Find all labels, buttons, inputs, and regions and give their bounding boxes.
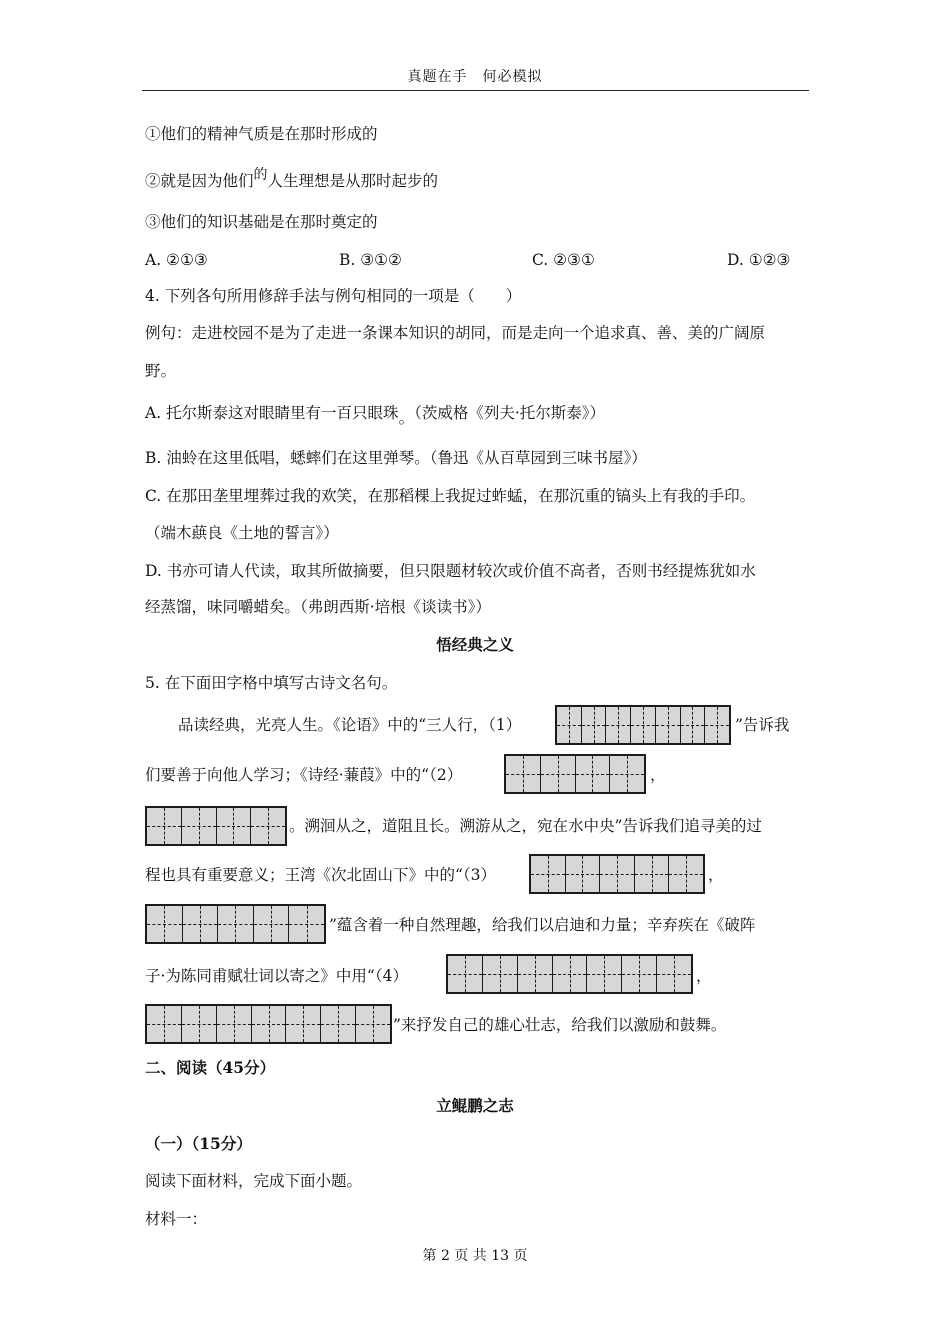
grid-cell: [251, 808, 285, 844]
grid-cell: [635, 856, 670, 892]
grid-cell: [557, 707, 582, 743]
q3-item-2-part-a: ②就是因为他们: [145, 172, 254, 190]
grid-cell: [600, 856, 635, 892]
q5-stem: 5. 在下面田字格中填写古诗文名句。: [145, 674, 398, 692]
q4-stem: 4. 下列各句所用修辞手法与例句相同的一项是（ ）: [145, 287, 522, 305]
page-footer: 第 2 页 共 13 页: [422, 1248, 528, 1264]
q5-line-1-text: 品读经典，光亮人生。《论语》中的“三人行，（1）: [178, 716, 522, 734]
q3-item-2-superscript: 的: [253, 167, 268, 183]
q3-option-a: A. ②①③: [145, 251, 208, 269]
grid-cell: [183, 906, 219, 942]
grid-cell: [356, 1006, 390, 1042]
q5-line-4-tail: ，: [708, 866, 724, 884]
section-heading-ambition: 立鲲鹏之志: [436, 1096, 514, 1115]
q5-line-1-tail: ”告诉我: [735, 716, 790, 734]
answer-grid-1[interactable]: [555, 705, 731, 745]
q5-line-5-text: ”蕴含着一种自然理趣，给我们以启迪和力量；辛弃疾在《破阵: [329, 916, 756, 934]
grid-cell: [606, 707, 631, 743]
grid-cell: [217, 808, 252, 844]
grid-cell: [553, 956, 588, 992]
q5-line-4-text: 程也具有重要意义；王湾《次北固山下》中的“（3）: [145, 866, 497, 884]
grid-cell: [217, 1006, 252, 1042]
q5-line-6-text: 子·为陈同甫赋壮词以寄之》中用“（4）: [145, 967, 408, 985]
grid-cell: [147, 906, 183, 942]
q4-option-a-source: （茨威格《列夫·托尔斯泰》）: [414, 404, 606, 422]
grid-cell: [147, 1006, 182, 1042]
q4-option-d-line-1: D. 书亦可请人代读，取其所做摘要，但只限题材较次或价值不高者，否则书经提炼犹如水: [145, 562, 756, 580]
grid-cell: [622, 956, 657, 992]
grid-cell: [289, 906, 324, 942]
q3-item-2: [145, 167, 439, 192]
grid-cell: [669, 856, 703, 892]
grid-cell: [182, 1006, 217, 1042]
grid-cell: [182, 808, 217, 844]
grid-cell: [483, 956, 518, 992]
header-rule: [142, 90, 809, 91]
subsection-heading: （一）（15分）: [145, 1134, 252, 1153]
q4-option-a: [145, 403, 606, 427]
answer-grid-4a[interactable]: [446, 954, 693, 994]
grid-cell: [448, 956, 483, 992]
q5-line-2-tail: ，: [650, 766, 666, 784]
answer-grid-3a[interactable]: [529, 854, 705, 894]
answer-grid-2b[interactable]: [145, 806, 287, 846]
q5-line-3-text: 。溯洄从之，道阻且长。溯游从之，宛在水中央”告诉我们追寻美的过: [289, 817, 762, 835]
grid-cell: [587, 956, 622, 992]
grid-cell: [506, 756, 541, 792]
grid-cell: [147, 808, 182, 844]
grid-cell: [705, 707, 729, 743]
grid-cell: [566, 856, 601, 892]
q3-option-d: D. ①②③: [727, 251, 791, 269]
q4-option-c-line-2: （端木蕻良《土地的誓言》）: [145, 524, 339, 542]
q4-option-d-line-2: 经蒸馏，味同嚼蜡矣。（弗朗西斯·培根《谈读书》）: [145, 598, 491, 616]
q4-option-c-line-1: C. 在那田垄里埋葬过我的欢笑，在那稻棵上我捉过蚱蜢，在那沉重的镐头上有我的手印。: [145, 487, 756, 505]
grid-cell: [252, 1006, 287, 1042]
q3-option-b: B. ③①②: [339, 251, 402, 269]
grid-cell: [254, 906, 290, 942]
grid-cell: [656, 707, 681, 743]
q3-item-1: ①他们的精神气质是在那时形成的: [145, 125, 378, 143]
q4-example-line-2: 野。: [145, 362, 177, 380]
q4-example-line-1: 例句：走进校园不是为了走进一条课本知识的胡同，而是走向一个追求真、善、美的广阔原: [145, 324, 766, 342]
grid-cell: [576, 756, 611, 792]
q3-item-2-part-b: 人生理想是从那时起步的: [267, 172, 439, 190]
q5-line-6-tail: ，: [696, 967, 712, 985]
q5-line-7-text: ”来抒发自己的雄心壮志，给我们以激励和鼓舞。: [393, 1016, 727, 1034]
grid-cell: [657, 956, 691, 992]
q3-option-c: C. ②③①: [532, 251, 595, 269]
grid-cell: [518, 956, 553, 992]
grid-cell: [218, 906, 254, 942]
q3-item-3: ③他们的知识基础是在那时奠定的: [145, 213, 378, 231]
q4-option-b: B. 油蛉在这里低唱，蟋蟀们在这里弹琴。（鲁迅《从百草园到三味书屋》）: [145, 449, 647, 467]
grid-cell: [541, 756, 576, 792]
material-label: 材料一：: [145, 1210, 208, 1228]
q5-line-2-text: 们要善于向他人学习；《诗经·蒹葭》中的“（2）: [145, 766, 463, 784]
answer-grid-3b[interactable]: [145, 904, 326, 944]
grid-cell: [531, 856, 566, 892]
grid-cell: [681, 707, 706, 743]
grid-cell: [610, 756, 644, 792]
q4-option-a-mark: 。: [398, 409, 415, 427]
answer-grid-4b[interactable]: [145, 1004, 392, 1044]
q4-option-a-text: A. 托尔斯泰这对眼睛里有一百只眼珠: [145, 404, 399, 422]
page-header: 真题在手 何必模拟: [407, 69, 543, 85]
answer-grid-2a[interactable]: [504, 754, 646, 794]
part-2-heading: 二、阅读（45分）: [145, 1058, 276, 1077]
grid-cell: [321, 1006, 356, 1042]
reading-instruction: 阅读下面材料，完成下面小题。: [145, 1172, 363, 1190]
section-heading-classic: 悟经典之义: [436, 635, 514, 654]
grid-cell: [286, 1006, 321, 1042]
grid-cell: [582, 707, 607, 743]
grid-cell: [631, 707, 656, 743]
